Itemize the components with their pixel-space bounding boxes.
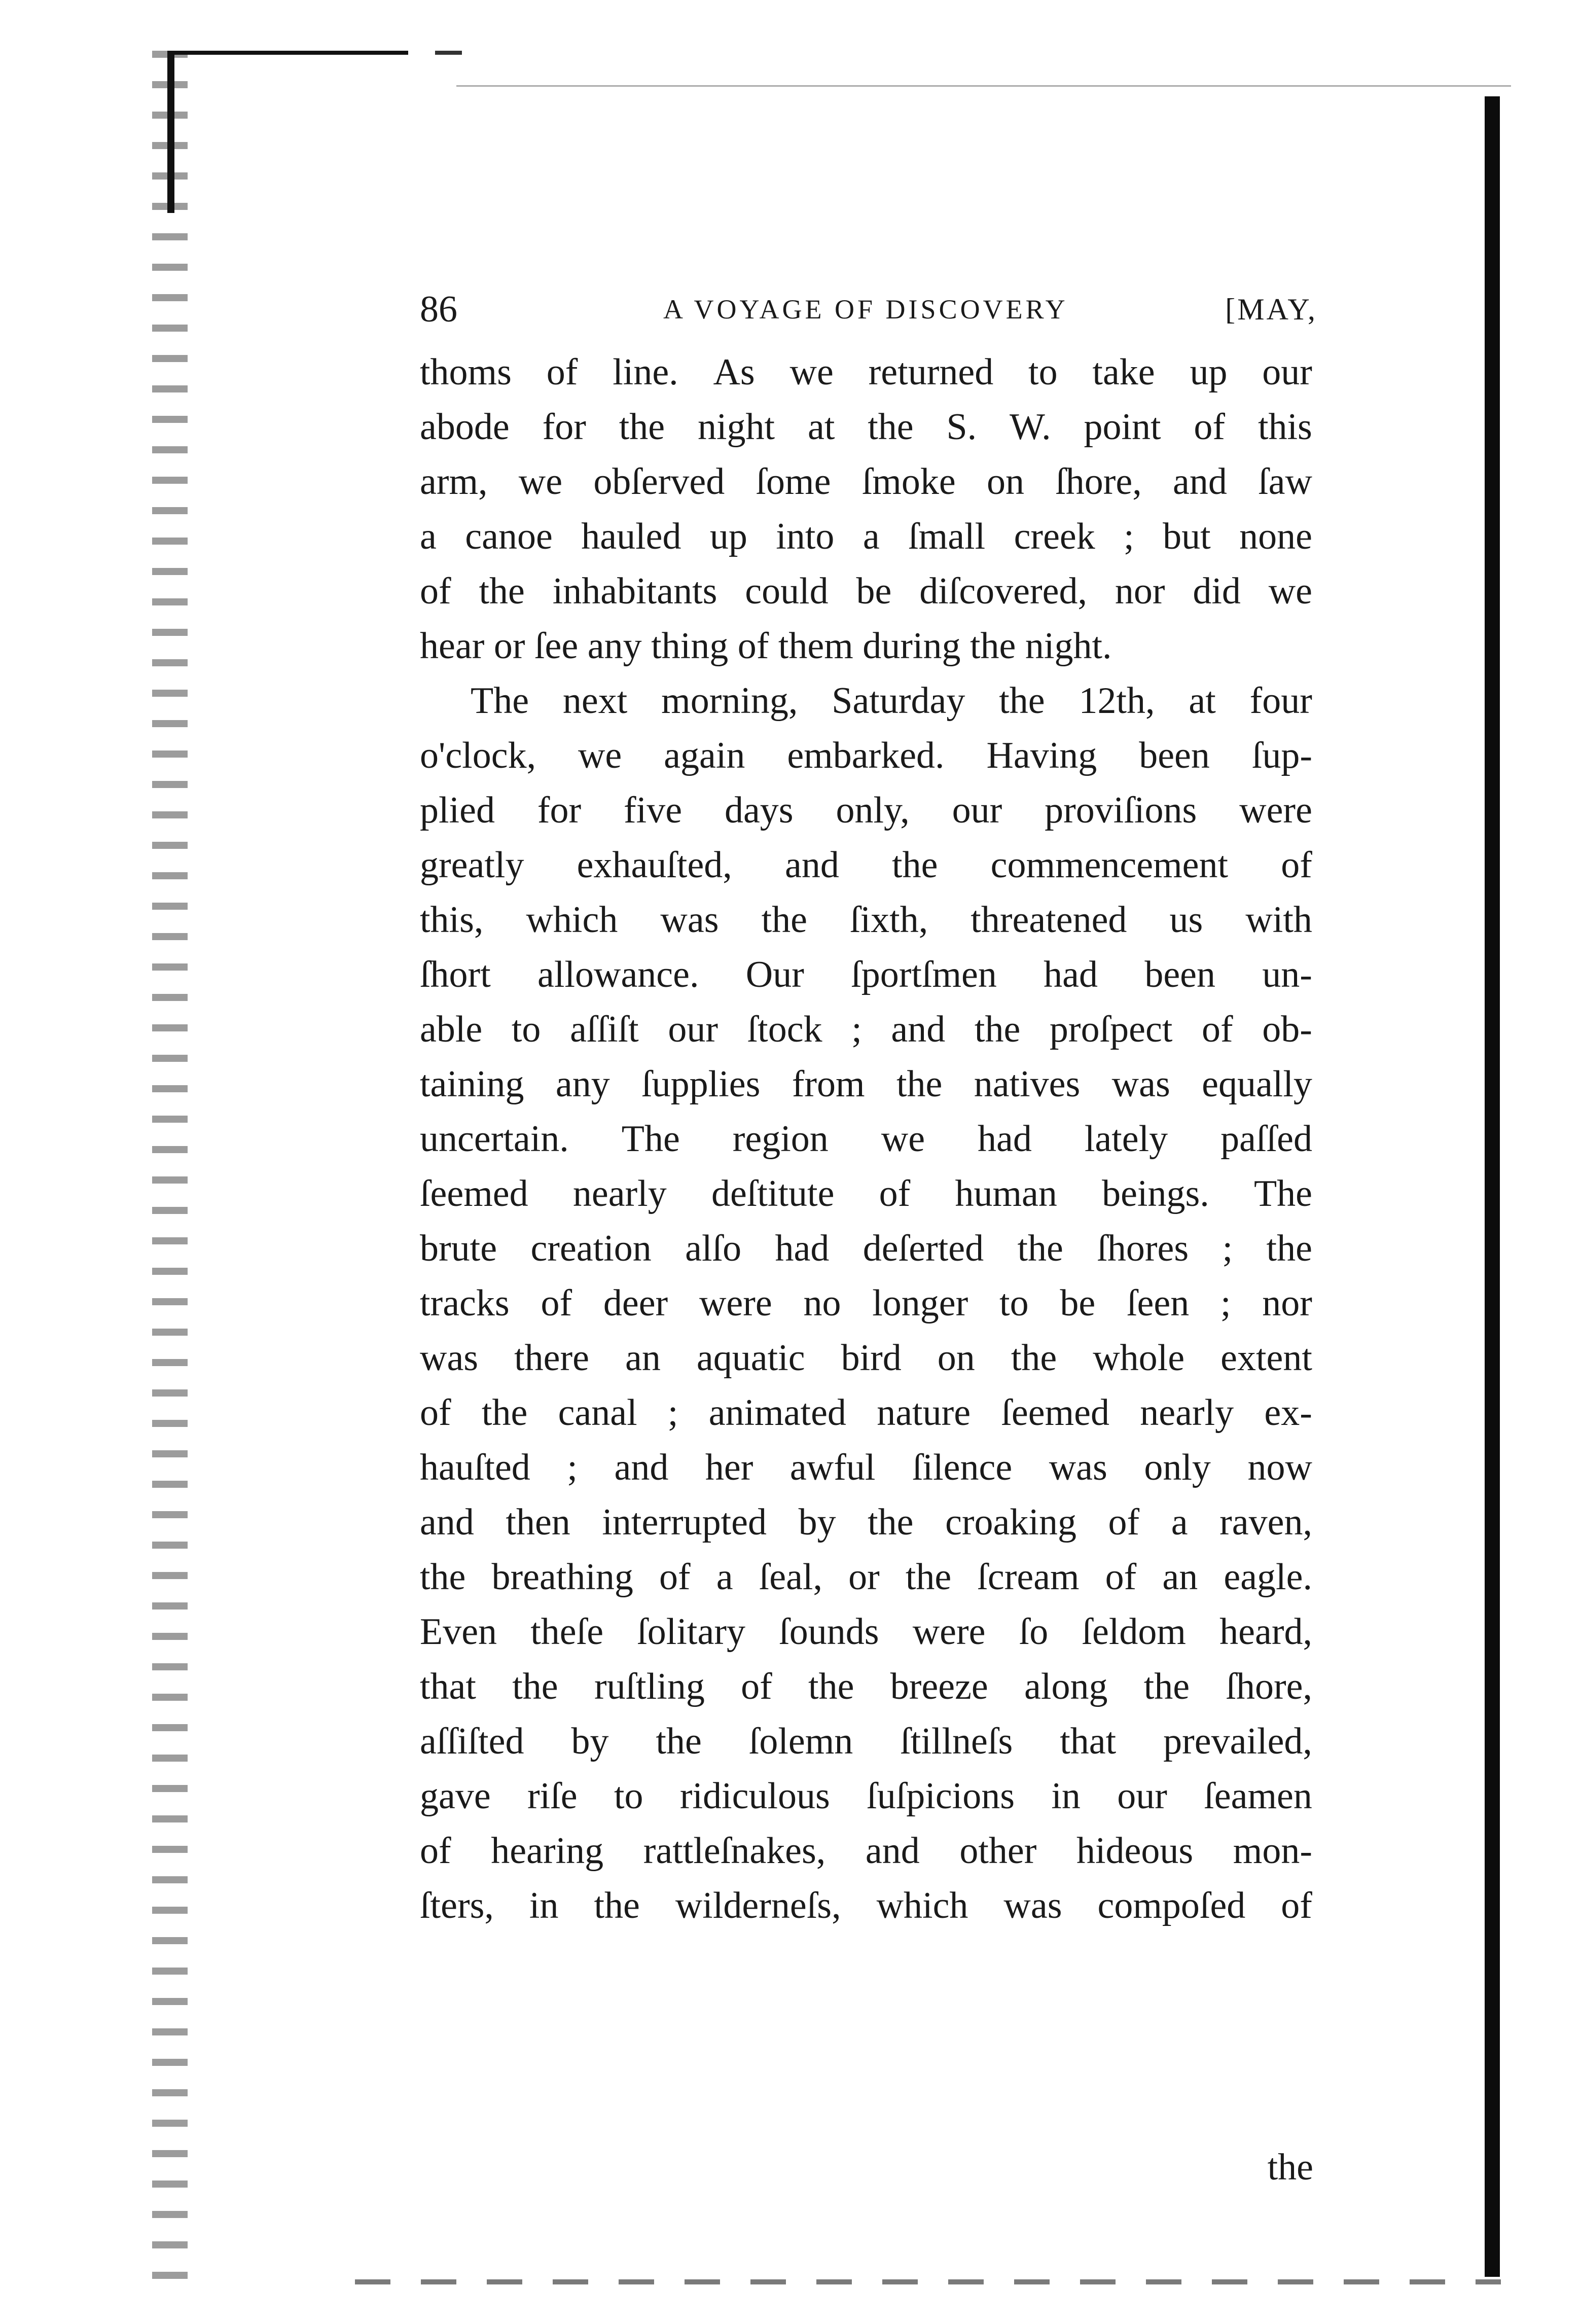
text-line [420,454,1312,509]
word: the [479,570,525,612]
word: take [1092,351,1155,393]
word: a [1171,1501,1188,1543]
word: aſſiſted [420,1721,524,1762]
scan-top-edge [167,51,1506,55]
word: the [619,406,665,448]
word: proviſions [1045,790,1197,831]
text-line [420,509,1312,564]
word: our [1117,1775,1167,1817]
word: ſeemed [1001,1392,1109,1434]
word: were [912,1611,986,1653]
word: and [891,1009,946,1050]
word: ſportſmen [851,954,997,995]
word: ſhort [420,954,491,995]
word: could [745,570,829,612]
word: awful [789,1447,876,1488]
word: animated [708,1392,846,1434]
word: ſixth, [850,899,928,941]
text-line [420,1604,1312,1659]
word: ſo [1019,1611,1049,1653]
word: diſcovered, [919,570,1087,612]
word: that [1060,1721,1117,1762]
word: nor [1262,1282,1312,1324]
word: canal [558,1392,637,1434]
word: of [1281,844,1312,886]
word: at [807,406,835,448]
word: breeze [890,1666,988,1707]
word: into [776,516,835,557]
word: prevailed, [1163,1721,1312,1762]
word: of [1202,1009,1233,1050]
word: greatly [420,844,524,886]
word: our [668,1009,718,1050]
word: the [1266,1228,1312,1269]
word: hideous [1076,1830,1194,1872]
word: hauſted [420,1447,530,1488]
word: our [1262,351,1312,393]
word: that [420,1666,476,1707]
word: the [656,1721,702,1762]
word: which [526,899,618,941]
word: we [881,1118,925,1160]
word: ſuſpicions [867,1775,1015,1817]
word: ; [567,1447,578,1488]
word: commencement [990,844,1229,886]
word: of [546,351,578,393]
scan-bottom-edge [355,2279,1501,2284]
word: ; [1222,1228,1233,1269]
word: of [541,1282,572,1324]
word: was [660,899,719,941]
word: by [571,1721,609,1762]
word: up [1190,351,1228,393]
word: of [1281,1885,1312,1926]
word: of [420,1392,451,1434]
word: obſerved [593,461,725,503]
word: for [542,406,586,448]
word: ſtock [747,1009,822,1050]
word: by [798,1501,836,1543]
word: Even [420,1611,497,1653]
text-line: hear or ſee any thing of them during the night. [420,625,1112,667]
word: and [614,1447,669,1488]
running-head [420,287,1317,332]
word: ſhore, [1226,1666,1312,1707]
word: gave [420,1775,491,1817]
word: equally [1202,1063,1312,1105]
word: abode [420,406,510,448]
word: ; [1220,1282,1231,1324]
word: thoms [420,351,512,393]
word: we [789,351,834,393]
word: us [1169,899,1203,941]
word: returned [868,351,994,393]
word: plied [420,790,495,831]
word: had [775,1228,830,1269]
word: the [481,1392,528,1434]
word: which [876,1885,968,1926]
word: Saturday [832,680,965,722]
word: creek [1014,516,1095,557]
word: was [420,1337,479,1379]
scan-right-edge [1485,96,1500,2277]
word: hearing [491,1830,604,1872]
word: been [1139,735,1210,776]
word: o'clock, [420,735,536,776]
word: riſe [527,1775,578,1817]
word: ſeamen [1204,1775,1312,1817]
word: to [614,1775,643,1817]
word: The [1253,1173,1312,1214]
word: the [896,1063,943,1105]
text-line [420,1166,1312,1221]
word: night [697,406,775,448]
word: and [784,844,839,886]
word: ſup- [1251,735,1312,776]
word: an [1162,1556,1198,1598]
word: uncertain. [420,1118,569,1160]
word: days [724,790,794,831]
word: paſſed [1220,1118,1312,1160]
word: only, [836,790,910,831]
word: of [1108,1501,1140,1543]
word: on [937,1337,975,1379]
word: ridiculous [679,1775,830,1817]
word: lately [1084,1118,1168,1160]
word: aſſiſt [570,1009,639,1050]
text-line [420,1385,1312,1440]
text-line [420,838,1312,892]
word: be [1060,1282,1096,1324]
word: ſhore, [1055,461,1142,503]
word: we [1268,570,1312,612]
word: there [514,1337,590,1379]
catchword: the [1267,2147,1313,2188]
word: in [1051,1775,1081,1817]
text-line [420,1112,1312,1166]
word: ſupplies [641,1063,761,1105]
word: the [512,1666,558,1707]
word: of [741,1666,772,1707]
word: her [705,1447,753,1488]
word: nearly [1140,1392,1234,1434]
word: allowance. [537,954,699,995]
word: The [471,680,529,722]
word: next [562,680,628,722]
text-line [420,564,1312,619]
word: Our [745,954,804,995]
word: and [865,1830,920,1872]
word: of [1105,1556,1137,1598]
word: only [1144,1447,1211,1488]
word: on [986,461,1024,503]
word: but [1163,516,1211,557]
word: up [709,516,747,557]
word: at [1189,680,1216,722]
word: the [594,1885,640,1926]
word: morning, [661,680,798,722]
word: embarked. [787,735,945,776]
word: to [999,1282,1029,1324]
word: brute [420,1228,497,1269]
word: region [732,1118,829,1160]
word: of [1194,406,1226,448]
word: ex- [1264,1392,1312,1434]
word: ſhores [1097,1228,1189,1269]
text-line [420,728,1312,783]
word: human [955,1173,1057,1214]
body-text [420,345,1312,1933]
word: had [1044,954,1098,995]
word: nor [1115,570,1165,612]
word: whole [1093,1337,1185,1379]
word: creation [530,1228,652,1269]
word: the [1017,1228,1063,1269]
word: wilderneſs, [675,1885,841,1926]
text-line [420,892,1312,947]
word: the [808,1666,854,1707]
word: this, [420,899,484,941]
word: ſilence [912,1447,1013,1488]
word: ſolemn [748,1721,853,1762]
word: Having [986,735,1097,776]
word: then [506,1501,570,1543]
text-line [420,1550,1312,1604]
word: ; [1124,516,1134,557]
word: compoſed [1097,1885,1246,1926]
word: heard, [1219,1611,1312,1653]
word: was [1049,1447,1107,1488]
word: the [1011,1337,1057,1379]
word: breathing [491,1556,633,1598]
text-line-paragraph-start [420,673,1312,728]
text-line [420,1057,1312,1112]
word: with [1245,899,1312,941]
word: longer [872,1282,968,1324]
word: again [664,735,745,776]
word: to [511,1009,541,1050]
running-month: [MAY, [1225,293,1317,326]
text-line [420,345,1312,400]
word: ſolitary [637,1611,745,1653]
word: eagle. [1224,1556,1312,1598]
word: of [879,1173,911,1214]
word: was [1003,1885,1062,1926]
word: taining [420,1063,524,1105]
word: ſmall [908,516,986,557]
text-line [420,1659,1312,1714]
word: ſome [756,461,831,503]
word: from [792,1063,865,1105]
word: the [761,899,807,941]
word: five [624,790,682,831]
word: four [1249,680,1312,722]
word: of [420,570,451,612]
text-line [420,1331,1312,1385]
word: beings. [1102,1173,1209,1214]
word: and [420,1501,474,1543]
word: natives [974,1063,1081,1105]
word: deer [603,1282,668,1324]
page-number: 86 [420,289,457,330]
word: our [952,790,1002,831]
word: As [713,351,755,393]
word: ; [667,1392,678,1434]
word: exhauſted, [577,844,732,886]
word: ſaw [1258,461,1312,503]
word: other [959,1830,1037,1872]
word: nature [877,1392,971,1434]
word: tracks [420,1282,510,1324]
word: alſo [685,1228,742,1269]
word: no [803,1282,841,1324]
word: ſeldom [1082,1611,1186,1653]
word: of [420,1830,451,1872]
word: line. [613,351,678,393]
word: deſtitute [711,1173,835,1214]
word: nearly [572,1173,667,1214]
word: canoe [465,516,553,557]
text-line [420,1276,1312,1331]
text-line [420,1824,1312,1878]
word: deſerted [863,1228,984,1269]
word: aquatic [696,1337,805,1379]
word: was [1111,1063,1170,1105]
word: and [1172,461,1227,503]
text-line [420,783,1312,838]
word: the [905,1556,952,1598]
word: were [699,1282,772,1324]
word: had [978,1118,1032,1160]
word: hauled [581,516,681,557]
scan-top-line [456,85,1511,87]
word: or [848,1556,880,1598]
word: the [420,1556,466,1598]
word: any [555,1063,610,1105]
text-line [420,1769,1312,1824]
word: extent [1220,1337,1312,1379]
word: now [1247,1447,1312,1488]
word: we [518,461,563,503]
word: ſeal, [759,1556,822,1598]
word: bird [841,1337,902,1379]
word: inhabitants [552,570,717,612]
text-line [420,1440,1312,1495]
word: the [974,1009,1021,1050]
word: in [529,1885,559,1926]
text-line [420,1221,1312,1276]
word: were [1239,790,1312,831]
word: theſe [530,1611,604,1653]
word: the [999,680,1045,722]
scan-binding-shadow [167,51,174,213]
word: we [578,735,622,776]
word: ; [851,1009,862,1050]
word: point [1084,406,1161,448]
word: arm, [420,461,488,503]
word: did [1193,570,1241,612]
word: ſmoke [861,461,956,503]
word: interrupted [602,1501,767,1543]
word: the [868,1501,914,1543]
word: along [1024,1666,1108,1707]
word: proſpect [1049,1009,1173,1050]
word: ſeen [1126,1282,1190,1324]
word: un- [1262,954,1312,995]
word: the [892,844,938,886]
word: a [716,1556,733,1598]
text-line [420,1002,1312,1057]
word: ſters, [420,1885,494,1926]
word: rattleſnakes, [643,1830,826,1872]
word: threatened [971,899,1127,941]
word: ruſtling [594,1666,705,1707]
word: none [1239,516,1312,557]
text-line [420,1714,1312,1769]
word: raven, [1219,1501,1312,1543]
word: The [621,1118,680,1160]
word: ſcream [977,1556,1080,1598]
text-line [420,947,1312,1002]
word: able [420,1009,483,1050]
word: croaking [945,1501,1076,1543]
word: be [856,570,892,612]
word: of [659,1556,691,1598]
running-title: A VOYAGE OF DISCOVERY [663,294,1068,325]
word: ſounds [779,1611,879,1653]
word: S. [946,406,977,448]
word: ob- [1262,1009,1312,1050]
word: 12th, [1079,680,1155,722]
word: for [537,790,582,831]
word: ſeemed [420,1173,528,1214]
text-line [420,1878,1312,1933]
word: this [1257,406,1312,448]
text-line [420,400,1312,454]
word: ſtillneſs [900,1721,1013,1762]
word: the [868,406,914,448]
word: to [1028,351,1058,393]
word: mon- [1233,1830,1312,1872]
word: W. [1010,406,1051,448]
word: been [1144,954,1216,995]
text-line [420,1495,1312,1550]
word: an [625,1337,661,1379]
word: a [863,516,880,557]
word: the [1143,1666,1190,1707]
word: a [420,516,437,557]
scan-binding-edge [152,51,188,2292]
